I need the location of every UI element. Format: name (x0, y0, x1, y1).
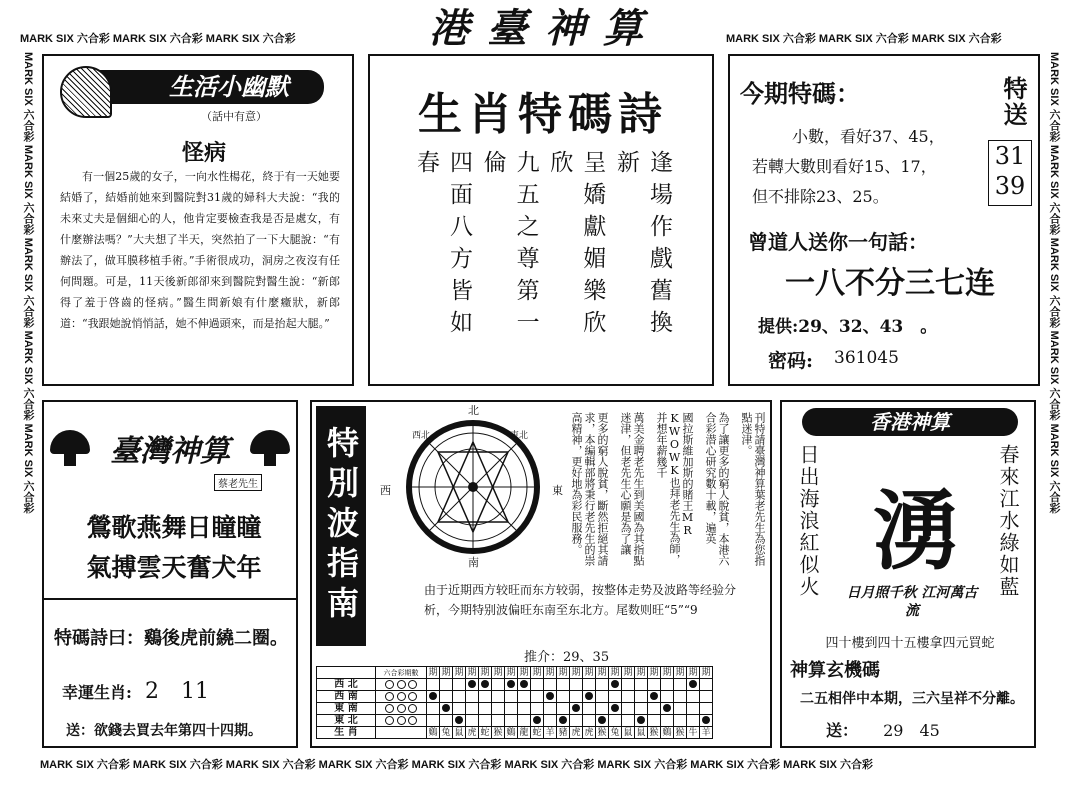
compass-center (468, 482, 478, 492)
hongkong-left-vertical: 日出海浪紅似火 (796, 444, 820, 598)
table-cell: 期 (610, 667, 620, 678)
hongkong-right-vertical: 春來江水綠如藍 (996, 444, 1020, 598)
compass-west: 西 (380, 484, 391, 497)
taiwan-luck (62, 674, 209, 705)
table-cell: 期 (571, 667, 581, 678)
taiwan-line1: 鶯歌燕舞日瞳瞳 (86, 513, 262, 542)
wave-title-block (316, 406, 366, 646)
top-left-banner: MARK SIX 六合彩 MARK SIX 六合彩 MARK SIX 六合彩 (20, 33, 296, 45)
row-label: 東 南 (317, 703, 376, 715)
poem-title: 生肖特碼詩 (418, 89, 668, 140)
wave-intro (570, 412, 766, 570)
table-row (317, 667, 713, 679)
marker-dot (442, 704, 450, 712)
poem-columns (410, 150, 676, 360)
marker-dot (546, 692, 554, 700)
mushroom-icon (250, 430, 290, 454)
humor-subtitle: （話中有意） (201, 110, 267, 123)
hongkong-subtitle: 神算玄機碼 (790, 660, 880, 681)
marker-dot (507, 680, 515, 688)
table-cell: 期 (584, 667, 594, 678)
humor-title: 怪病 (181, 140, 226, 166)
marker-dot (663, 704, 671, 712)
humor-body: 有一個25歲的女子，一向水性楊花，終于有一天她要結婚了，結婚前她來到醫院對31歲的婦科大夫說：“我的未來丈夫是個細心的人，他肯定要檢查我是否是處女，有什麼辦法嗎？”大夫想了半天，突然拍了一下大腿說：“有辦法了，做耳膜移植手術。”手術很成功，洞房之夜沒有任何問題。可是，11天後新郎卻來到醫院對醫生說：“新郎得了羞于啓齒的怪病。”醫生問新娘有什麼癥狀，新郎道：“我跟她說悄悄話，她不伸過頭來，而是抬起大腿。” (60, 170, 340, 330)
row-label: 西 南 (317, 691, 376, 703)
marker-dot (637, 716, 645, 724)
wave-title: 特別波指南 (322, 426, 360, 626)
marker-dot (481, 680, 489, 688)
wave-intro-column: 為了讓更多的窮人脫貧，本港六合彩潜心研究數十載，遍英 (704, 412, 730, 566)
table-header-cell: 六合彩期數 (376, 667, 427, 679)
table-cell: 期 (506, 667, 516, 678)
table-cell: 期 (688, 667, 698, 678)
marker-dot (468, 680, 476, 688)
special-line3: 但不排除23、25。 (752, 187, 889, 206)
table-cell: 期 (519, 667, 529, 678)
special-line1: 小數，看好37、45， (792, 127, 945, 146)
table-cell: 期 (532, 667, 542, 678)
marker-dot (585, 692, 593, 700)
special-send-box (988, 140, 1032, 206)
left-banner: MARK SIX 六合彩 MARK SIX 六合彩 MARK SIX 六合彩 MARK SIX 六合彩 MARK SIX 六合彩 (22, 52, 34, 514)
row-label: 生 肖 (317, 727, 376, 739)
poem-column: 九五之尊第一倫 (479, 150, 539, 342)
code-value: 361045 (834, 348, 899, 368)
special-send-number: 31 (994, 142, 1026, 170)
taiwan-luck-values: 2 11 (145, 679, 210, 704)
marker-dot (611, 704, 619, 712)
taiwan-author: 蔡老先生 (214, 474, 262, 491)
taiwan-title-bar (50, 426, 290, 470)
compass-east: 東 (552, 484, 563, 497)
table-cell (376, 691, 427, 703)
marker-dot (689, 680, 697, 688)
special-send-label: 特送 (999, 76, 1028, 128)
table-cell: 期 (467, 667, 477, 678)
table-cell (376, 679, 427, 691)
poem-column: 逢場作戲舊換新 (612, 150, 672, 342)
hongkong-line2: 二五相伴中本期，三六呈祥不分離。 (800, 691, 1024, 707)
row-label: 西 北 (317, 679, 376, 691)
table-cell: 期 (623, 667, 633, 678)
taiwan-poem-label: 特碼詩曰： (54, 628, 144, 649)
table-cell: 期 (428, 667, 438, 678)
hongkong-send-label: 送： (826, 721, 859, 740)
hongkong-big-char: 湧 (873, 481, 959, 582)
wave-intro-column: 刊特請臺灣神算葉老先生為您指點迷津。 (740, 412, 766, 566)
table-cell: 期 (701, 667, 711, 678)
right-banner: MARK SIX 六合彩 MARK SIX 六合彩 MARK SIX 六合彩 MARK SIX 六合彩 MARK SIX 六合彩 (1048, 52, 1060, 514)
taiwan-divider (44, 598, 296, 600)
marker-dot (455, 716, 463, 724)
marker-dot (429, 692, 437, 700)
table-cell: 期 (493, 667, 503, 678)
table-row (317, 703, 713, 715)
compass-northeast: 東北 (510, 431, 529, 441)
marker-dot (611, 680, 619, 688)
taiwan-title: 臺灣神算 (110, 434, 230, 469)
masthead-title: 港臺神算 (429, 5, 661, 52)
table-row (317, 679, 713, 691)
table-cell: 期 (545, 667, 555, 678)
top-right-banner: MARK SIX 六合彩 MARK SIX 六合彩 MARK SIX 六合彩 (726, 33, 1002, 45)
provide-text: 提供:29、32、43 。 (758, 317, 938, 337)
saying-intro: 曾道人送你一句話： (748, 230, 928, 254)
marker-dot (702, 716, 710, 724)
hongkong-line1: 四十樓到四十五樓拿四元買蛇 (825, 636, 995, 651)
table-cell: 期 (649, 667, 659, 678)
fan-icon (60, 66, 112, 118)
table-cell (376, 715, 427, 727)
table-cell (376, 703, 427, 715)
bottom-banner: MARK SIX 六合彩 MARK SIX 六合彩 MARK SIX 六合彩 MARK SIX 六合彩 MARK SIX 六合彩 MARK SIX 六合彩 MARK SIX 六合彩 MARK SIX 六合彩 MARK SIX 六合彩 (40, 759, 873, 771)
hongkong-send-values: 29 45 (883, 721, 940, 740)
table-cell: 期 (558, 667, 568, 678)
taiwan-panel (42, 400, 298, 748)
wave-recommend: 推介：29、35 (524, 650, 610, 665)
table-cell: 期 (675, 667, 685, 678)
table-row (317, 691, 713, 703)
wave-intro-column: 國拉斯維加斯的賭王MR KWOWK也拜老先生為師，并想年薪幾千 (655, 412, 694, 565)
special-send-number: 39 (994, 172, 1026, 200)
table-cell: 期 (480, 667, 490, 678)
marker-dot (559, 716, 567, 724)
wave-intro-column: 更多的窮人脫貧，斷然拒絕其請求，本編輯部將秉行老先生的崇高精神，更好地為彩民服務。 (570, 412, 609, 566)
mushroom-stem (64, 452, 76, 466)
row-label: 東 北 (317, 715, 376, 727)
table-cell (317, 667, 376, 679)
hongkong-title: 香港神算 (870, 410, 950, 434)
poem-column: 四面八方皆如春 (413, 150, 472, 342)
humor-panel (42, 54, 354, 386)
hongkong-send (826, 718, 940, 741)
hongkong-phrase: 日月照千秋 江河萬古流 (846, 585, 978, 619)
table-cell: 期 (454, 667, 464, 678)
marker-dot (520, 680, 528, 688)
code-label: 密码: (768, 350, 814, 372)
table-row: 生 肖 鷄 兔 鼠 虎 蛇 猴 鷄 龍 蛇 羊 豬 虎 虎 猴 兔 鼠 鼠 猴 鷄 猴 牛 羊 (317, 727, 713, 739)
special-heading: 今期特碼： (740, 79, 860, 108)
wave-table (316, 666, 713, 739)
marker-dot (650, 692, 658, 700)
marker-dot (572, 704, 580, 712)
wave-note: 由于近期西方较旺而东方较弱，按整体走势及波路等经验分析，今期特别波偏旺东南至东北方。尾数则旺“5”“9 (424, 583, 737, 617)
saying-text: 一八不分三七连 (785, 266, 995, 301)
poem-panel (368, 54, 714, 386)
compass-northwest: 西北 (412, 431, 431, 441)
humor-header: 生活小幽默 (169, 72, 289, 101)
wave-panel (310, 400, 772, 748)
marker-dot (533, 716, 541, 724)
table-cell: 期 (662, 667, 672, 678)
compass-north: 北 (468, 404, 479, 417)
taiwan-poem-text: 鷄後虎前繞二圈。 (144, 628, 288, 649)
special-line2: 若轉大數則看好15、17， (752, 157, 937, 176)
table-cell (376, 727, 427, 739)
hongkong-panel (780, 400, 1036, 748)
table-cell: 期 (441, 667, 451, 678)
table-cell: 期 (597, 667, 607, 678)
taiwan-luck-label: 幸運生肖: (62, 683, 132, 702)
mushroom-icon (50, 430, 90, 454)
wave-intro-column: 萬美金聘老先生到美國為其指點迷津，但老先生心願是為了讓 (619, 412, 645, 566)
table-row (317, 715, 713, 727)
poem-column: 呈嬌獻媚樂欣欣 (546, 150, 606, 342)
compass-south: 南 (468, 556, 479, 569)
marker-dot (598, 716, 606, 724)
special-panel (728, 54, 1040, 386)
table-cell: 期 (636, 667, 646, 678)
taiwan-line2: 氣搏雲天奮犬年 (86, 553, 262, 582)
taiwan-send: 送：欲錢去買去年第四十四期。 (66, 723, 262, 739)
taiwan-poem (54, 624, 288, 650)
mushroom-stem (264, 452, 276, 466)
